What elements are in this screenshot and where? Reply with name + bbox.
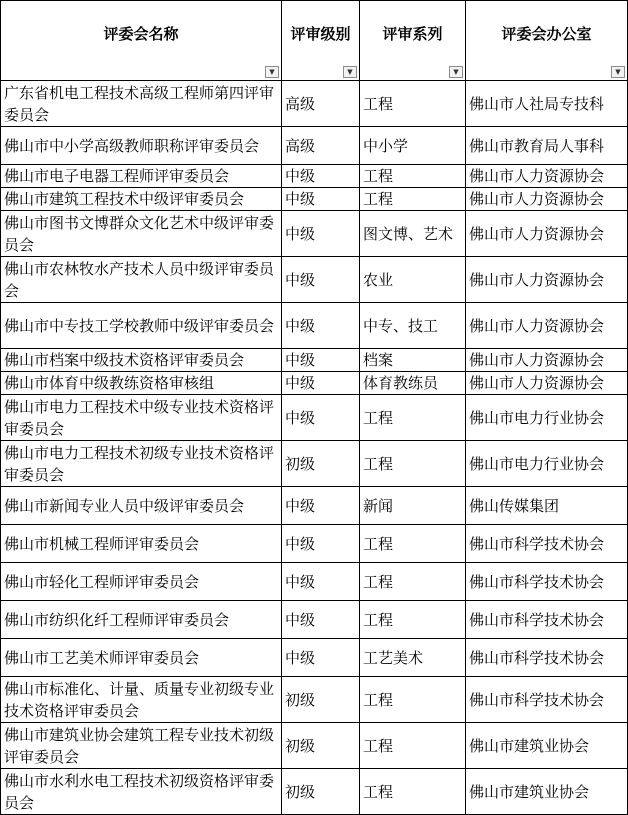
- cell-level[interactable]: 初级: [282, 677, 360, 723]
- cell-series[interactable]: 工程: [360, 165, 466, 188]
- cell-office[interactable]: 佛山市人力资源协会: [466, 188, 628, 211]
- cell-office[interactable]: 佛山市科学技术协会: [466, 563, 628, 601]
- cell-office[interactable]: 佛山市人社局专技科: [466, 81, 628, 127]
- cell-level[interactable]: 初级: [282, 769, 360, 815]
- cell-office[interactable]: 佛山市人力资源协会: [466, 211, 628, 257]
- table-row: [1, 303, 628, 349]
- table-row: [1, 188, 628, 211]
- header-label: 评审级别: [290, 24, 351, 43]
- cell-committee-name[interactable]: 佛山市中专技工学校教师中级评审委员会: [1, 303, 282, 349]
- cell-series[interactable]: 工程: [360, 441, 466, 487]
- cell-committee-name[interactable]: 佛山市电子电器工程师评审委员会: [1, 165, 282, 188]
- cell-committee-name[interactable]: 佛山市电力工程技术初级专业技术资格评审委员会: [1, 441, 282, 487]
- header-committee-office: [466, 1, 628, 81]
- cell-committee-name[interactable]: 广东省机电工程技术高级工程师第四评审委员会: [1, 81, 282, 127]
- table-row: [1, 487, 628, 525]
- cell-office[interactable]: 佛山市电力行业协会: [466, 441, 628, 487]
- cell-committee-name[interactable]: 佛山市体育中级教练资格审核组: [1, 372, 282, 395]
- cell-series[interactable]: 工程: [360, 677, 466, 723]
- table-row: [1, 127, 628, 165]
- cell-series[interactable]: 图文博、艺术: [360, 211, 466, 257]
- cell-level[interactable]: 中级: [282, 349, 360, 372]
- cell-office[interactable]: 佛山市建筑业协会: [466, 769, 628, 815]
- cell-level[interactable]: 中级: [282, 303, 360, 349]
- cell-office[interactable]: 佛山市教育局人事科: [466, 127, 628, 165]
- cell-committee-name[interactable]: 佛山市农林牧水产技术人员中级评审委员会: [1, 257, 282, 303]
- cell-committee-name[interactable]: 佛山市纺织化纤工程师评审委员会: [1, 601, 282, 639]
- cell-level[interactable]: 高级: [282, 81, 360, 127]
- cell-committee-name[interactable]: 佛山市档案中级技术资格评审委员会: [1, 349, 282, 372]
- cell-office[interactable]: 佛山市科学技术协会: [466, 525, 628, 563]
- cell-level[interactable]: 中级: [282, 525, 360, 563]
- cell-office[interactable]: 佛山市科学技术协会: [466, 639, 628, 677]
- table-row: [1, 677, 628, 723]
- cell-office[interactable]: 佛山市人力资源协会: [466, 349, 628, 372]
- cell-series[interactable]: 工程: [360, 769, 466, 815]
- dropdown-arrow-icon[interactable]: ▼: [343, 66, 357, 78]
- header-committee-name: [1, 1, 282, 81]
- cell-series[interactable]: 工程: [360, 395, 466, 441]
- header-label: 评委会名称: [103, 24, 179, 43]
- header-review-level: [282, 1, 360, 81]
- cell-committee-name[interactable]: 佛山市轻化工程师评审委员会: [1, 563, 282, 601]
- table-row: [1, 601, 628, 639]
- cell-level[interactable]: 中级: [282, 165, 360, 188]
- cell-office[interactable]: 佛山市建筑业协会: [466, 723, 628, 769]
- table-row: [1, 81, 628, 127]
- cell-series[interactable]: 中小学: [360, 127, 466, 165]
- cell-level[interactable]: 中级: [282, 372, 360, 395]
- table-row: [1, 525, 628, 563]
- cell-series[interactable]: 档案: [360, 349, 466, 372]
- table-row: [1, 563, 628, 601]
- cell-series[interactable]: 工程: [360, 723, 466, 769]
- cell-level[interactable]: 中级: [282, 211, 360, 257]
- table-row: [1, 769, 628, 815]
- cell-committee-name[interactable]: 佛山市标准化、计量、质量专业初级专业技术资格评审委员会: [1, 677, 282, 723]
- table-row: [1, 723, 628, 769]
- header-label: 评委会办公室: [501, 24, 592, 43]
- cell-level[interactable]: 初级: [282, 723, 360, 769]
- cell-series[interactable]: 农业: [360, 257, 466, 303]
- cell-series[interactable]: 工程: [360, 81, 466, 127]
- cell-series[interactable]: 体育教练员: [360, 372, 466, 395]
- cell-office[interactable]: 佛山市科学技术协会: [466, 677, 628, 723]
- cell-office[interactable]: 佛山传媒集团: [466, 487, 628, 525]
- cell-committee-name[interactable]: 佛山市新闻专业人员中级评审委员会: [1, 487, 282, 525]
- cell-series[interactable]: 工程: [360, 188, 466, 211]
- cell-office[interactable]: 佛山市人力资源协会: [466, 303, 628, 349]
- cell-committee-name[interactable]: 佛山市机械工程师评审委员会: [1, 525, 282, 563]
- table-row: [1, 211, 628, 257]
- table-row: [1, 165, 628, 188]
- cell-level[interactable]: 中级: [282, 257, 360, 303]
- table-row: [1, 349, 628, 372]
- cell-level[interactable]: 中级: [282, 487, 360, 525]
- cell-series[interactable]: 工艺美术: [360, 639, 466, 677]
- cell-level[interactable]: 中级: [282, 601, 360, 639]
- cell-committee-name[interactable]: 佛山市建筑业协会建筑工程专业技术初级评审委员会: [1, 723, 282, 769]
- cell-committee-name[interactable]: 佛山市建筑工程技术中级评审委员会: [1, 188, 282, 211]
- cell-committee-name[interactable]: 佛山市图书文博群众文化艺术中级评审委员会: [1, 211, 282, 257]
- table-row: [1, 257, 628, 303]
- cell-level[interactable]: 中级: [282, 639, 360, 677]
- header-review-series: [360, 1, 466, 81]
- cell-level[interactable]: 中级: [282, 563, 360, 601]
- dropdown-arrow-icon[interactable]: ▼: [265, 66, 279, 78]
- header-row: [1, 1, 628, 81]
- cell-series[interactable]: 工程: [360, 525, 466, 563]
- cell-office[interactable]: 佛山市人力资源协会: [466, 257, 628, 303]
- cell-committee-name[interactable]: 佛山市中小学高级教师职称评审委员会: [1, 127, 282, 165]
- cell-series[interactable]: 中专、技工: [360, 303, 466, 349]
- cell-series[interactable]: 新闻: [360, 487, 466, 525]
- table-row: [1, 441, 628, 487]
- table-row: [1, 395, 628, 441]
- header-label: 评审系列: [382, 24, 443, 43]
- cell-office[interactable]: 佛山市人力资源协会: [466, 372, 628, 395]
- cell-office[interactable]: 佛山市科学技术协会: [466, 601, 628, 639]
- cell-series[interactable]: 工程: [360, 563, 466, 601]
- cell-office[interactable]: 佛山市电力行业协会: [466, 395, 628, 441]
- cell-committee-name[interactable]: 佛山市电力工程技术中级专业技术资格评审委员会: [1, 395, 282, 441]
- cell-level[interactable]: 中级: [282, 188, 360, 211]
- cell-level[interactable]: 初级: [282, 441, 360, 487]
- dropdown-arrow-icon[interactable]: ▼: [449, 66, 463, 78]
- cell-level[interactable]: 高级: [282, 127, 360, 165]
- cell-committee-name[interactable]: 佛山市工艺美术师评审委员会: [1, 639, 282, 677]
- cell-level[interactable]: 中级: [282, 395, 360, 441]
- dropdown-arrow-icon[interactable]: ▼: [611, 66, 625, 78]
- cell-series[interactable]: 工程: [360, 601, 466, 639]
- cell-office[interactable]: 佛山市人力资源协会: [466, 165, 628, 188]
- table-row: [1, 372, 628, 395]
- table-row: [1, 639, 628, 677]
- cell-committee-name[interactable]: 佛山市水利水电工程技术初级资格评审委员会: [1, 769, 282, 815]
